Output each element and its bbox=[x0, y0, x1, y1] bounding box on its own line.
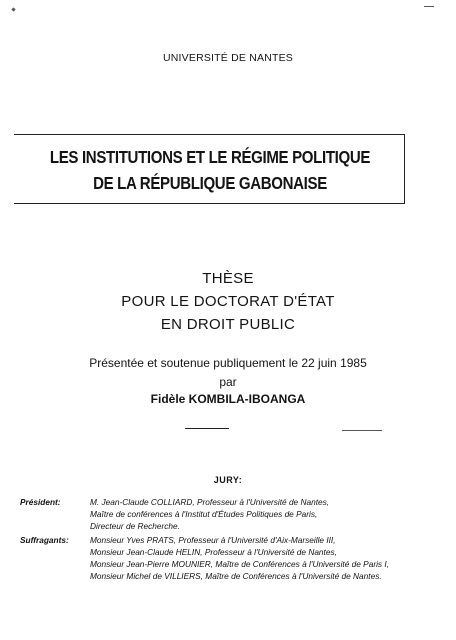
author-name bbox=[0, 392, 456, 406]
suffragant-line: Monsieur Jean-Pierre MOUNIER, Maître de Conférences à l'Université de Paris I, bbox=[90, 559, 389, 569]
degree-line: POUR LE DOCTORAT D'ÉTAT bbox=[121, 293, 335, 310]
scan-mark bbox=[424, 6, 434, 7]
jury-heading: JURY: bbox=[213, 475, 243, 485]
field-line: EN DROIT PUBLIC bbox=[160, 316, 296, 333]
president-line: Maître de conférences à l'Institut d'Études Politiques de Paris, bbox=[90, 509, 318, 519]
by-label: par bbox=[219, 375, 237, 389]
author-name-text: Fidèle KOMBILA-IBOANGA bbox=[150, 392, 306, 406]
scan-mark bbox=[11, 7, 15, 11]
suffragant-line: Monsieur Michel de VILLIERS, Maître de Conférences à l'Université de Nantes. bbox=[90, 571, 382, 581]
president-line: Directeur de Recherche. bbox=[90, 521, 180, 531]
separator-rule bbox=[185, 428, 229, 429]
president-line: M. Jean-Claude COLLIARD, Professeur à l'Université de Nantes, bbox=[90, 497, 330, 507]
suffragant-line: Monsieur Yves PRATS, Professeur à l'Université d'Aix-Marseille III, bbox=[90, 535, 336, 545]
thesis-title-line-2: DE LA RÉPUBLIQUE GABONAISE bbox=[93, 173, 327, 193]
thesis-label: THÈSE bbox=[202, 270, 254, 287]
suffragants-label: Suffragants: bbox=[20, 535, 69, 545]
suffragant-line: Monsieur Jean-Claude HELIN, Professeur à l'Université de Nantes, bbox=[90, 547, 337, 557]
defense-date: Présentée et soutenue publiquement le 22 juin 1985 bbox=[89, 356, 367, 370]
president-label: Président: bbox=[20, 497, 61, 507]
thesis-title-line-1: LES INSTITUTIONS ET LE RÉGIME POLITIQUE bbox=[49, 147, 371, 167]
university-name: UNIVERSITÉ DE NANTES bbox=[162, 52, 294, 64]
scan-mark bbox=[342, 430, 382, 431]
